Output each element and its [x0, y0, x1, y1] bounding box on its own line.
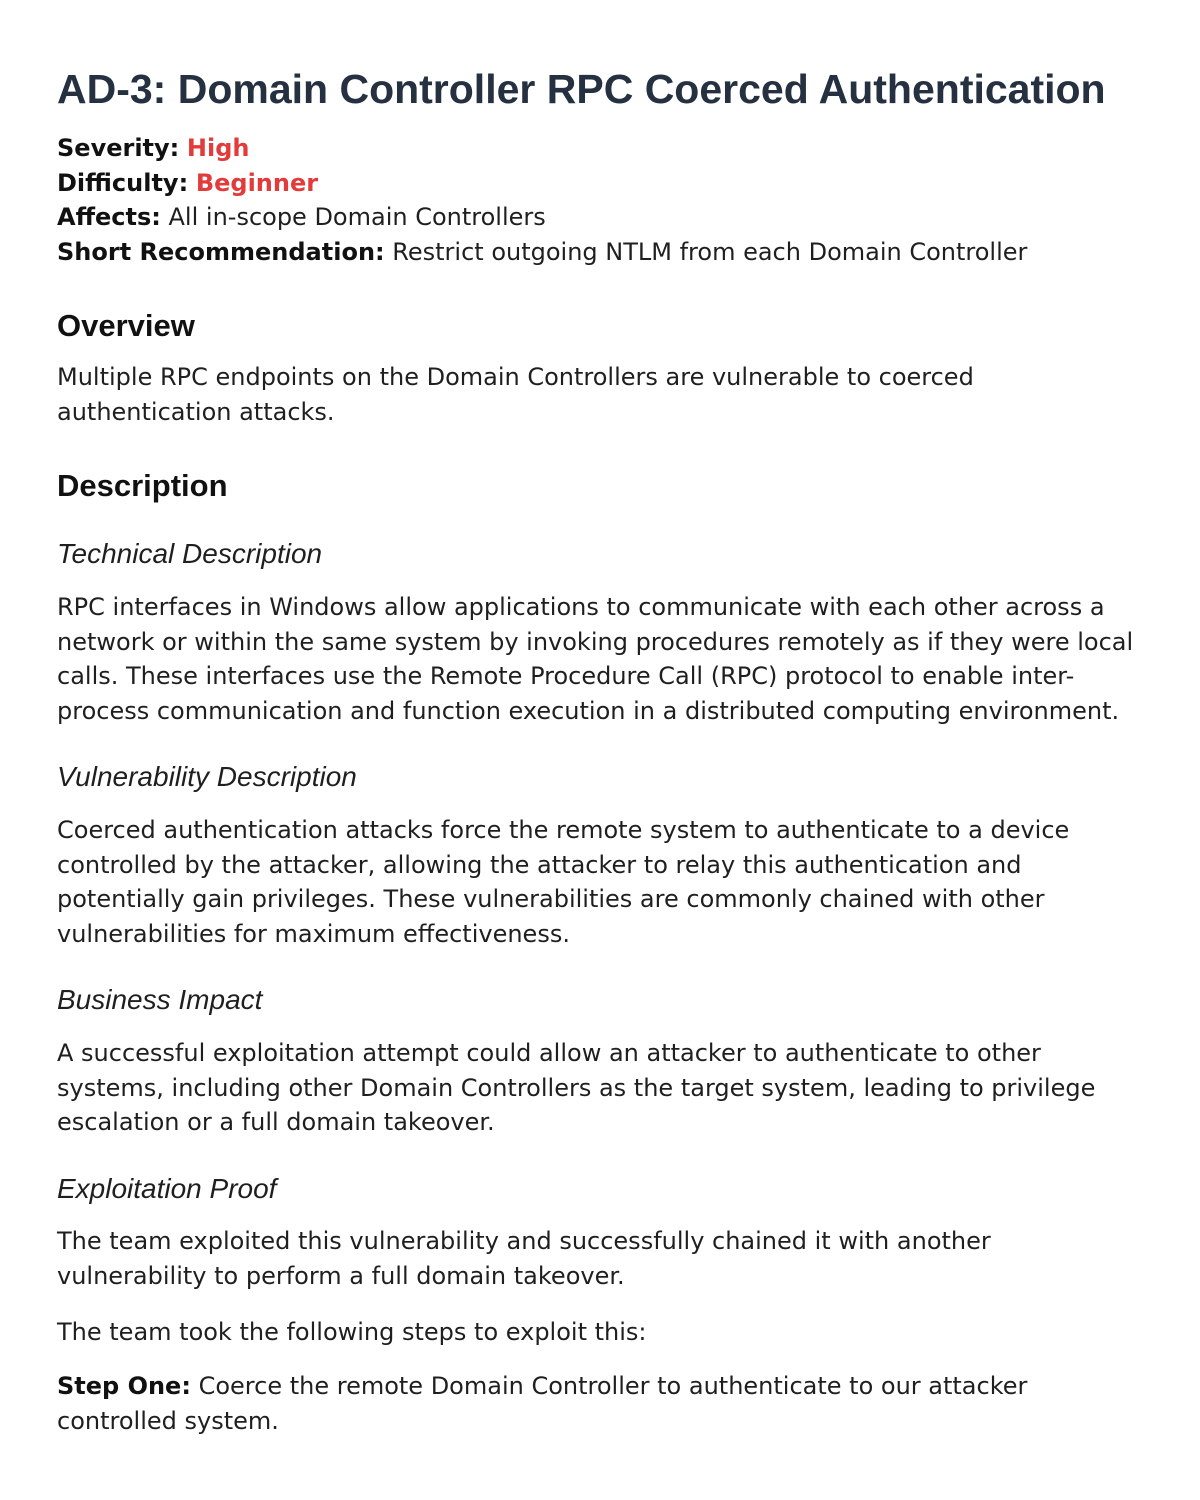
business-impact-text: A successful exploitation attempt could allow an attacker to authenticate to other systems, including other Domain Controllers as the target system, leading to privilege escalation or a full domain takeover.: [57, 1039, 1096, 1137]
overview-heading: Overview: [57, 308, 195, 343]
steps-intro-text: The team took the following steps to exploit this:: [57, 1318, 647, 1346]
overview-text: Multiple RPC endpoints on the Domain Controllers are vulnerable to coerced authentication attacks.: [57, 363, 974, 426]
difficulty-row: [57, 166, 1143, 201]
affects-value: All in-scope Domain Controllers: [168, 203, 546, 231]
business-impact-heading: Business Impact: [57, 984, 263, 1015]
description-heading: Description: [57, 468, 228, 503]
severity-value: High: [186, 134, 250, 162]
recommendation-label: Short Recommendation:: [57, 237, 385, 266]
affects-label: Affects:: [57, 203, 161, 231]
difficulty-value: Beginner: [195, 168, 319, 197]
severity-row: [57, 131, 1143, 166]
step-one-label: Step One:: [57, 1372, 191, 1400]
recommendation-value: Restrict outgoing NTLM from each Domain Controller: [392, 237, 1028, 266]
technical-description-text: RPC interfaces in Windows allow applications to communicate with each other across a network or within the same system by invoking procedures remotely as if they were local calls. These interfaces use the Remote Procedure Call (RPC) protocol to enable inter-process communication and function execution in a distributed computing environment.: [57, 593, 1134, 726]
step-one-paragraph: [57, 1369, 1143, 1438]
page-title: AD-3: Domain Controller RPC Coerced Authentication: [57, 66, 1106, 112]
exploitation-proof-text: The team exploited this vulnerability and successfully chained it with another vulnerability to perform a full domain takeover.: [57, 1227, 991, 1290]
step-one-text: Coerce the remote Domain Controller to authenticate to our attacker controlled system.: [57, 1372, 1028, 1435]
difficulty-label: Difficulty:: [57, 168, 189, 197]
affects-row: [57, 200, 1143, 235]
vulnerability-description-heading: Vulnerability Description: [57, 761, 357, 792]
vulnerability-description-text: Coerced authentication attacks force the remote system to authenticate to a device controlled by the attacker, allowing the attacker to relay this authentication and potentially gain privileges. These vulnerabilities are commonly chained with other vulnerabilities for maximum effectiveness.: [57, 816, 1070, 949]
exploitation-proof-heading: Exploitation Proof: [57, 1173, 277, 1204]
technical-description-heading: Technical Description: [57, 538, 323, 569]
recommendation-row: [57, 235, 1143, 270]
finding-metadata: [57, 131, 1143, 269]
severity-label: Severity:: [57, 134, 180, 162]
